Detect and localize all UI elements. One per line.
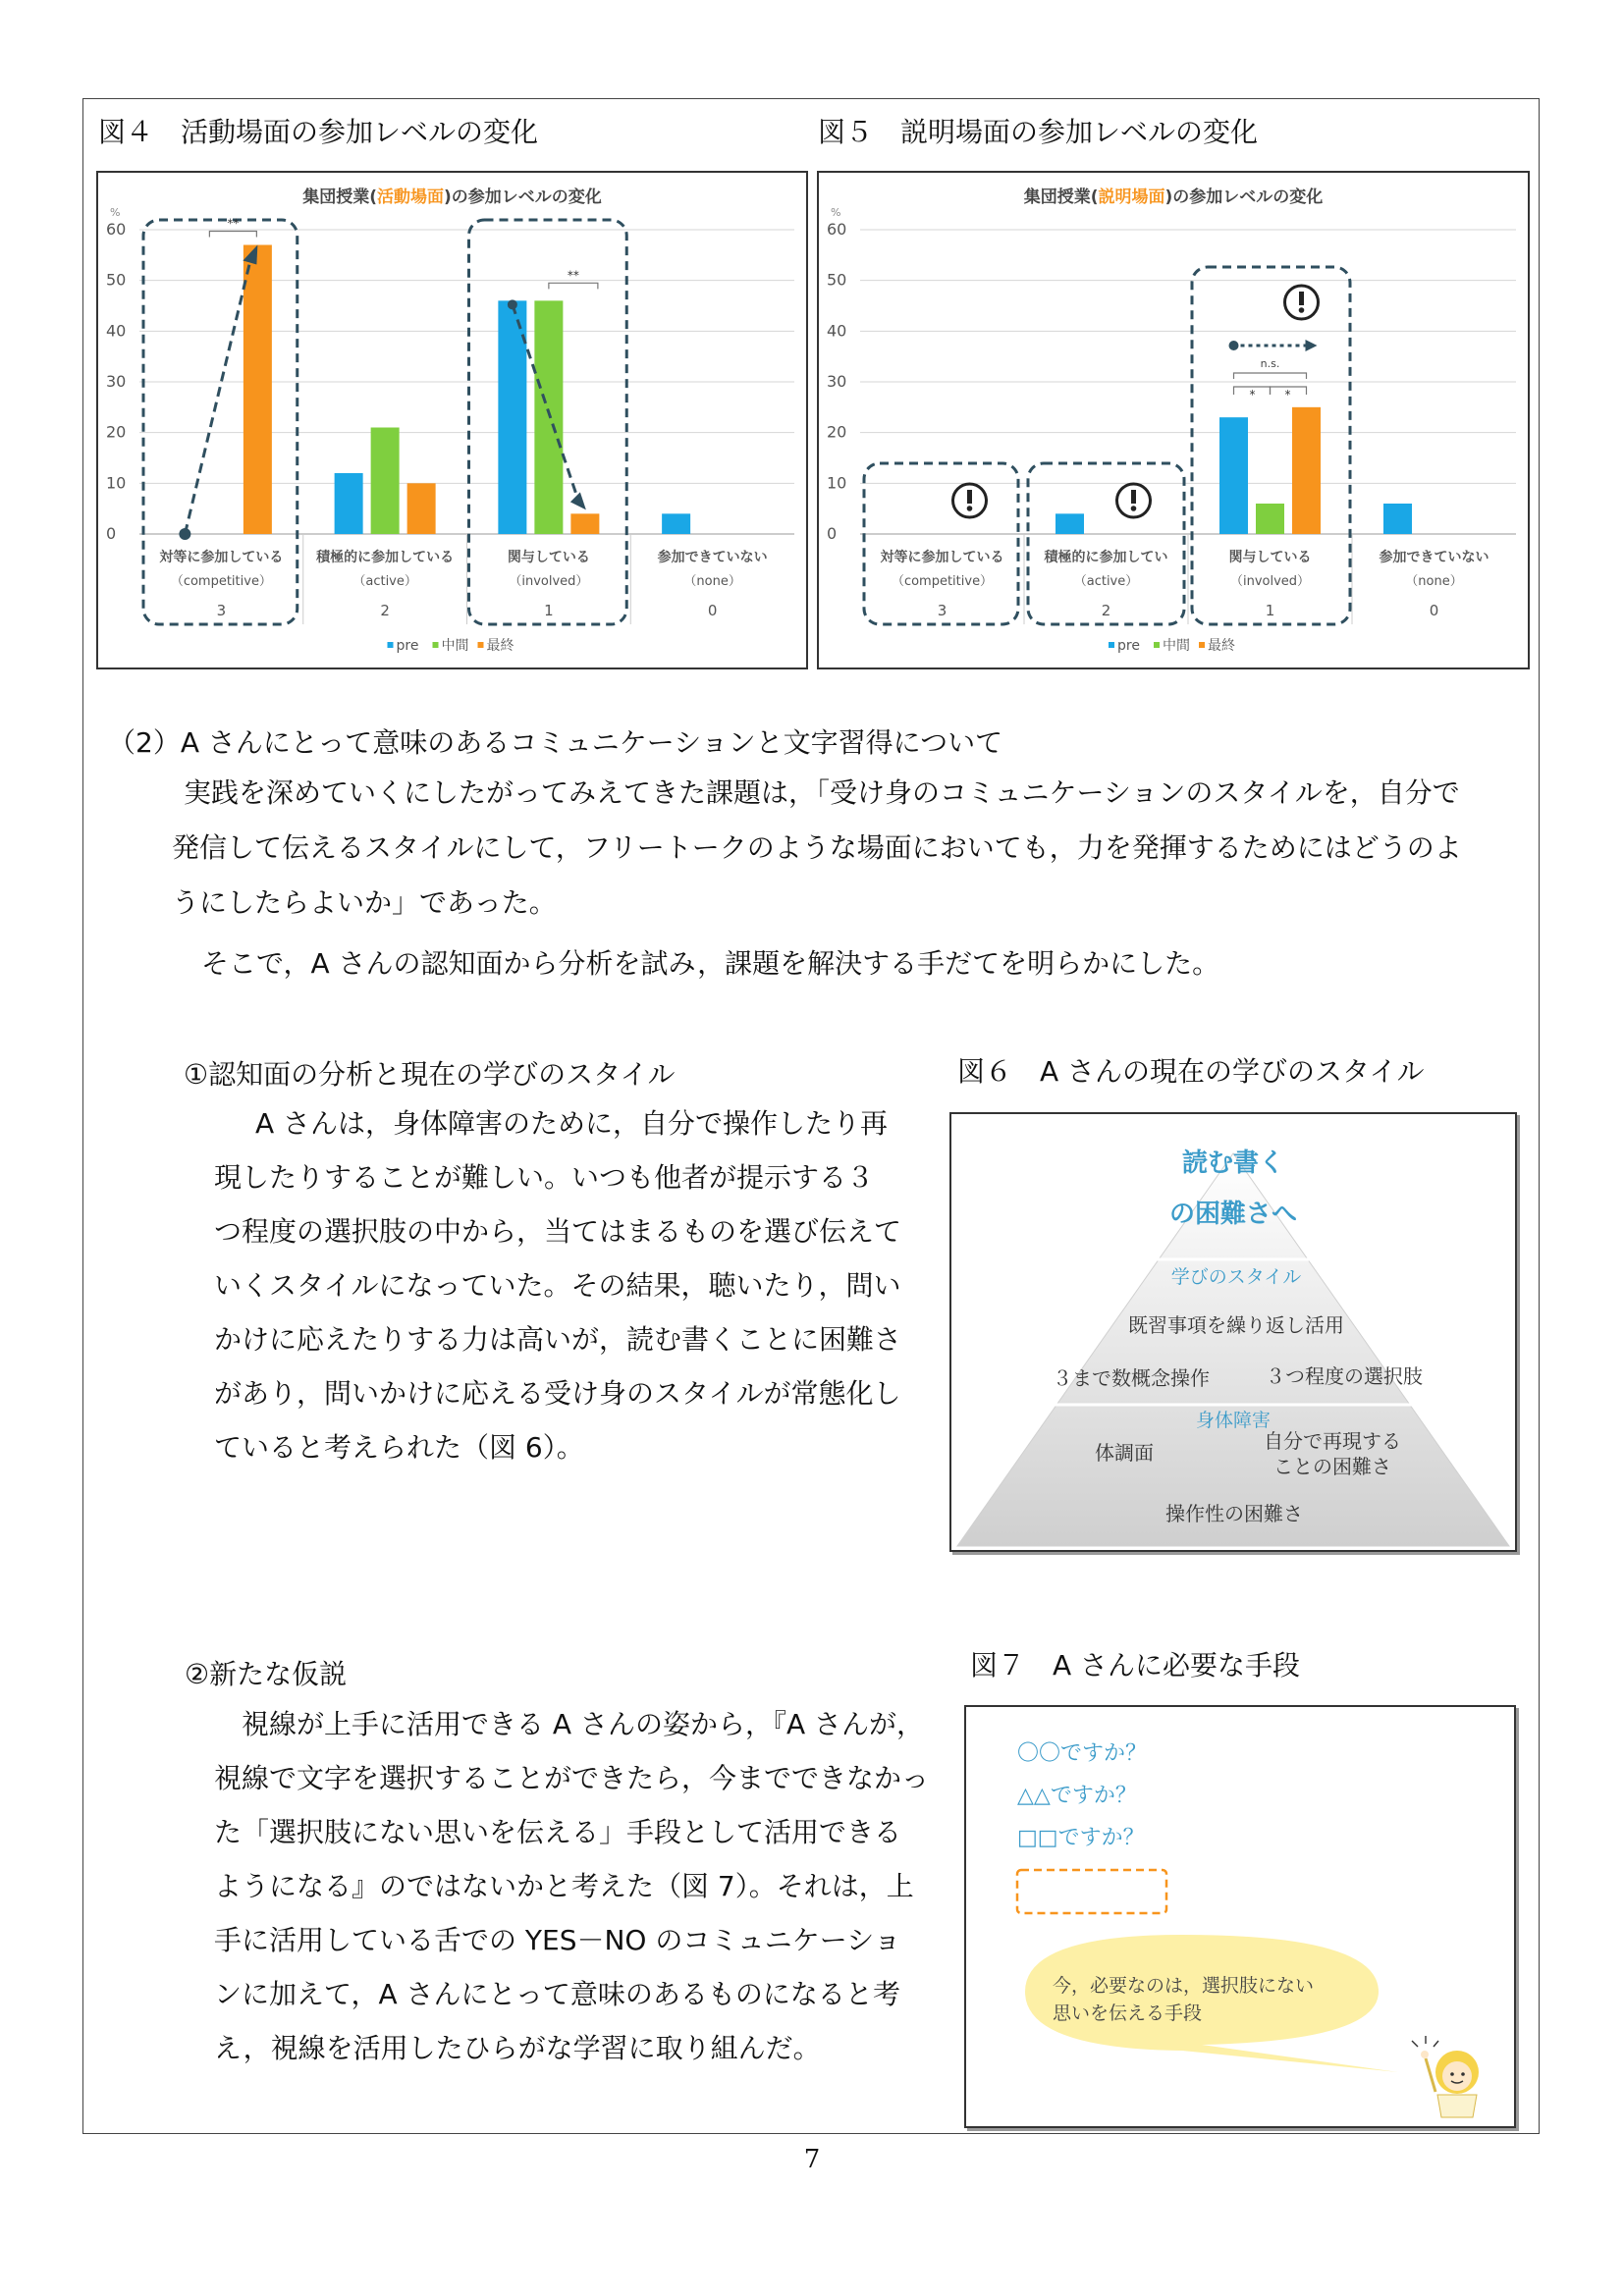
- bar-pre: [662, 513, 690, 534]
- y-tick-label: 10: [827, 473, 847, 493]
- fig7-illustration: [966, 1707, 1514, 2126]
- y-tick-label: 50: [827, 270, 847, 290]
- fig7-empty-option: [1017, 1870, 1166, 1913]
- girl-character-icon: [1412, 2036, 1479, 2117]
- exclamation-icon-bar: [1299, 292, 1304, 305]
- category-label: 関与している: [1228, 550, 1312, 565]
- legend-swatch: [1154, 642, 1160, 648]
- legend-swatch: [1199, 642, 1205, 648]
- chart-title-highlight: 活動場面: [377, 187, 444, 207]
- bar-pre: [1219, 417, 1248, 534]
- y-tick-label: 50: [106, 270, 127, 290]
- significance-label: n.s.: [1260, 357, 1280, 370]
- bar-最終: [244, 245, 272, 535]
- fig5-chart-svg: [819, 173, 1528, 667]
- chart-title: [1024, 187, 1324, 207]
- category-sublabel: （competitive）: [170, 574, 272, 589]
- section2-paragraph-2: そこで，A さんの認知面から分析を試み，課題を解決する手だてを明らかにした。: [201, 947, 1220, 980]
- legend-entry: pre: [396, 638, 419, 654]
- fig6-top-1: 読む書く: [1181, 1148, 1285, 1178]
- category-sublabel: （competitive）: [891, 574, 994, 589]
- fig6-box: [949, 1112, 1517, 1552]
- trend-arrow-head: [1306, 340, 1318, 351]
- page-number: 7: [803, 2145, 821, 2174]
- sub1-paragraph: [214, 1096, 901, 1474]
- fig6-caption: 図６ A さんの現在の学びのスタイル: [957, 1055, 1425, 1088]
- legend-swatch: [478, 642, 484, 648]
- y-tick-label: 30: [827, 372, 847, 391]
- legend-swatch: [1109, 642, 1114, 648]
- fig7-option-3: □□ですか？: [1017, 1826, 1145, 1850]
- fig6-label-style: 学びのスタイル: [1170, 1266, 1302, 1288]
- trend-arrow-start: [508, 299, 517, 309]
- category-sublabel: （none）: [1405, 574, 1463, 589]
- y-tick-label: 30: [106, 372, 127, 391]
- category-number: 2: [380, 602, 390, 619]
- category-sublabel: （involved）: [509, 574, 589, 589]
- fig7-bubble-1: 今，必要なのは，選択肢にない: [1053, 1975, 1315, 1997]
- category-sublabel: （active）: [352, 574, 417, 589]
- y-tick-label: 40: [827, 321, 847, 341]
- trend-arrow-start: [179, 528, 190, 540]
- fig6-pyramid: [951, 1114, 1515, 1550]
- trend-arrow: [185, 259, 250, 535]
- fig5-caption: 図５ 説明場面の参加レベルの変化: [818, 116, 1259, 148]
- fig7-bubble-2: 思いを伝える手段: [1053, 2002, 1203, 2024]
- fig6-item-2: ３まで数概念操作: [1053, 1366, 1210, 1390]
- fig6-item-4: 体調面: [1095, 1441, 1154, 1465]
- category-number: 3: [937, 602, 947, 619]
- fig6-label-body: 身体障害: [1195, 1410, 1272, 1431]
- legend-swatch: [388, 642, 394, 648]
- legend-entry: 最終: [486, 638, 514, 654]
- p1-line-1: 実践を深めていくにしたがってみえてきた課題は，「受け身のコミュニケーションのスタイルを，自分で: [184, 776, 1460, 809]
- legend-entry: 最終: [1208, 638, 1235, 654]
- category-sublabel: （none）: [683, 574, 741, 589]
- fig6-item-1: 既習事項を繰り返し活用: [1128, 1313, 1344, 1337]
- fig5-chart: [817, 171, 1530, 669]
- fig7-option-1: 〇〇ですか？: [1017, 1741, 1148, 1766]
- group-highlight-box: [1028, 463, 1184, 624]
- significance-label: *: [1284, 388, 1291, 401]
- bar-中間: [371, 428, 400, 535]
- category-sublabel: （active）: [1073, 574, 1139, 589]
- y-tick-label: 40: [106, 321, 127, 341]
- fig7-caption: 図７ A さんに必要な手段: [970, 1649, 1301, 1682]
- chart-title-pre: 集団授業(: [302, 187, 377, 207]
- sub2-heading: ②新たな仮説: [185, 1658, 348, 1690]
- sub1-heading: ①認知面の分析と現在の学びのスタイル: [184, 1058, 676, 1091]
- sub2-line-3: た「選択肢にない思いを伝える」手段として活用できる: [214, 1816, 902, 1848]
- category-number: 2: [1101, 602, 1111, 619]
- bar-中間: [1256, 504, 1284, 534]
- fig6-item-5a: 自分で再現する: [1264, 1429, 1401, 1453]
- bar-pre: [335, 473, 363, 534]
- sub1-line-4: いくスタイルになっていた。その結果，聴いたり，問い: [214, 1269, 901, 1302]
- significance-label: *: [1249, 388, 1256, 401]
- category-sublabel: （involved）: [1229, 574, 1311, 589]
- chart-title: [302, 187, 602, 207]
- y-tick-label: 20: [827, 422, 847, 442]
- trend-arrow-head: [570, 492, 586, 509]
- category-label: 積極的に参加している: [316, 550, 455, 565]
- y-axis-label: %: [831, 206, 841, 219]
- y-tick-label: 60: [827, 220, 847, 239]
- legend-entry: 中間: [1163, 638, 1190, 654]
- fig6-item-3: ３つ程度の選択肢: [1266, 1364, 1423, 1388]
- fig4-caption: 図４ 活動場面の参加レベルの変化: [98, 116, 539, 148]
- sub1-line-3: つ程度の選択肢の中から，当てはまるものを選び伝えて: [214, 1215, 902, 1248]
- bar-pre: [1383, 504, 1412, 534]
- y-axis-label: %: [110, 206, 121, 219]
- category-number: 0: [707, 602, 718, 619]
- y-tick-label: 0: [827, 524, 838, 543]
- category-label: 参加できていない: [1379, 550, 1489, 565]
- sub1-line-7: ていると考えられた（図 6）。: [214, 1431, 584, 1464]
- category-label: 積極的に参加してい: [1044, 550, 1168, 565]
- fig7-box: [964, 1705, 1516, 2128]
- sub2-line-7: え，視線を活用したひらがな学習に取り組んだ。: [214, 2032, 821, 2064]
- chart-title-pre: 集団授業(: [1023, 187, 1099, 207]
- sub2-line-6: ンに加えて，A さんにとって意味のあるものになると考: [214, 1978, 900, 2010]
- category-label: 対等に参加している: [880, 550, 1004, 565]
- exclamation-icon-bar: [1131, 490, 1136, 504]
- bar-中間: [534, 300, 563, 534]
- p1-line-3: うにしたらよいか」であった。: [172, 886, 557, 919]
- legend-swatch: [433, 642, 439, 648]
- y-tick-label: 0: [106, 524, 117, 543]
- section2-heading: （2）A さんにとって意味のあるコミュニケーションと文字習得について: [108, 726, 1003, 759]
- significance-label: **: [567, 268, 579, 283]
- fig6-item-5b: ことの困難さ: [1273, 1455, 1391, 1478]
- bar-pre: [1056, 513, 1084, 534]
- group-highlight-box: [1192, 267, 1350, 624]
- exclamation-icon-dot: [967, 506, 973, 511]
- bar-最終: [570, 513, 599, 534]
- sub2-line-2: 視線で文字を選択することができたら，今までできなかっ: [214, 1762, 930, 1794]
- sub1-line-6: があり，問いかけに応える受け身のスタイルが常態化し: [214, 1377, 901, 1410]
- fig6-item-6: 操作性の困難さ: [1165, 1502, 1303, 1525]
- fig4-chart-svg: [98, 173, 806, 667]
- significance-bracket: [1234, 373, 1307, 379]
- y-tick-label: 60: [106, 220, 127, 239]
- category-label: 関与している: [507, 550, 590, 565]
- sub1-line-1: A さんは，身体障害のために，自分で操作したり再: [255, 1107, 889, 1140]
- sub1-line-5: かけに応えたりする力は高いが，読む書くことに困難さ: [214, 1323, 902, 1356]
- exclamation-icon-bar: [967, 490, 972, 504]
- chart-title-post: )の参加レベルの変化: [444, 187, 602, 207]
- trend-arrow-start: [1229, 341, 1239, 350]
- exclamation-icon-dot: [1131, 506, 1137, 511]
- category-label: 参加できていない: [657, 550, 768, 565]
- category-label: 対等に参加している: [159, 550, 284, 565]
- significance-label: **: [227, 216, 240, 231]
- bar-最終: [1292, 407, 1321, 534]
- p1-line-2: 発信して伝えるスタイルにして，フリートークのような場面においても，力を発揮するためにはどうのよ: [172, 831, 1462, 864]
- chart-title-post: )の参加レベルの変化: [1164, 187, 1324, 207]
- fig4-chart: [96, 171, 808, 669]
- sub1-line-2: 現したりすることが難しい。いつも他者が提示する３: [214, 1161, 875, 1194]
- bar-最終: [407, 483, 436, 534]
- category-number: 1: [1265, 602, 1275, 619]
- y-tick-label: 10: [106, 473, 127, 493]
- sub2-line-5: 手に活用している舌での YES－NO のコミュニケーショ: [214, 1924, 901, 1956]
- fig6-top-2: の困難さへ: [1168, 1200, 1298, 1229]
- chart-title-highlight: 説明場面: [1098, 187, 1165, 207]
- legend-entry: 中間: [441, 638, 469, 654]
- significance-bracket: [549, 283, 598, 289]
- fig7-option-2: △△ですか？: [1017, 1784, 1137, 1808]
- category-number: 1: [544, 602, 554, 619]
- y-tick-label: 20: [106, 422, 127, 442]
- category-number: 3: [216, 602, 227, 619]
- legend-entry: pre: [1117, 638, 1140, 654]
- sub2-line-1: 視線が上手に活用できる A さんの姿から，『A さんが，: [242, 1708, 925, 1740]
- section2-paragraph-1: [172, 766, 1462, 931]
- significance-bracket: [209, 232, 256, 238]
- group-highlight-box: [864, 463, 1018, 624]
- sub2-paragraph: [214, 1697, 929, 2075]
- exclamation-icon-dot: [1299, 307, 1305, 313]
- sub2-line-4: ようになる』のではないかと考えた（図 7）。それは，上: [214, 1870, 914, 1902]
- category-number: 0: [1429, 602, 1439, 619]
